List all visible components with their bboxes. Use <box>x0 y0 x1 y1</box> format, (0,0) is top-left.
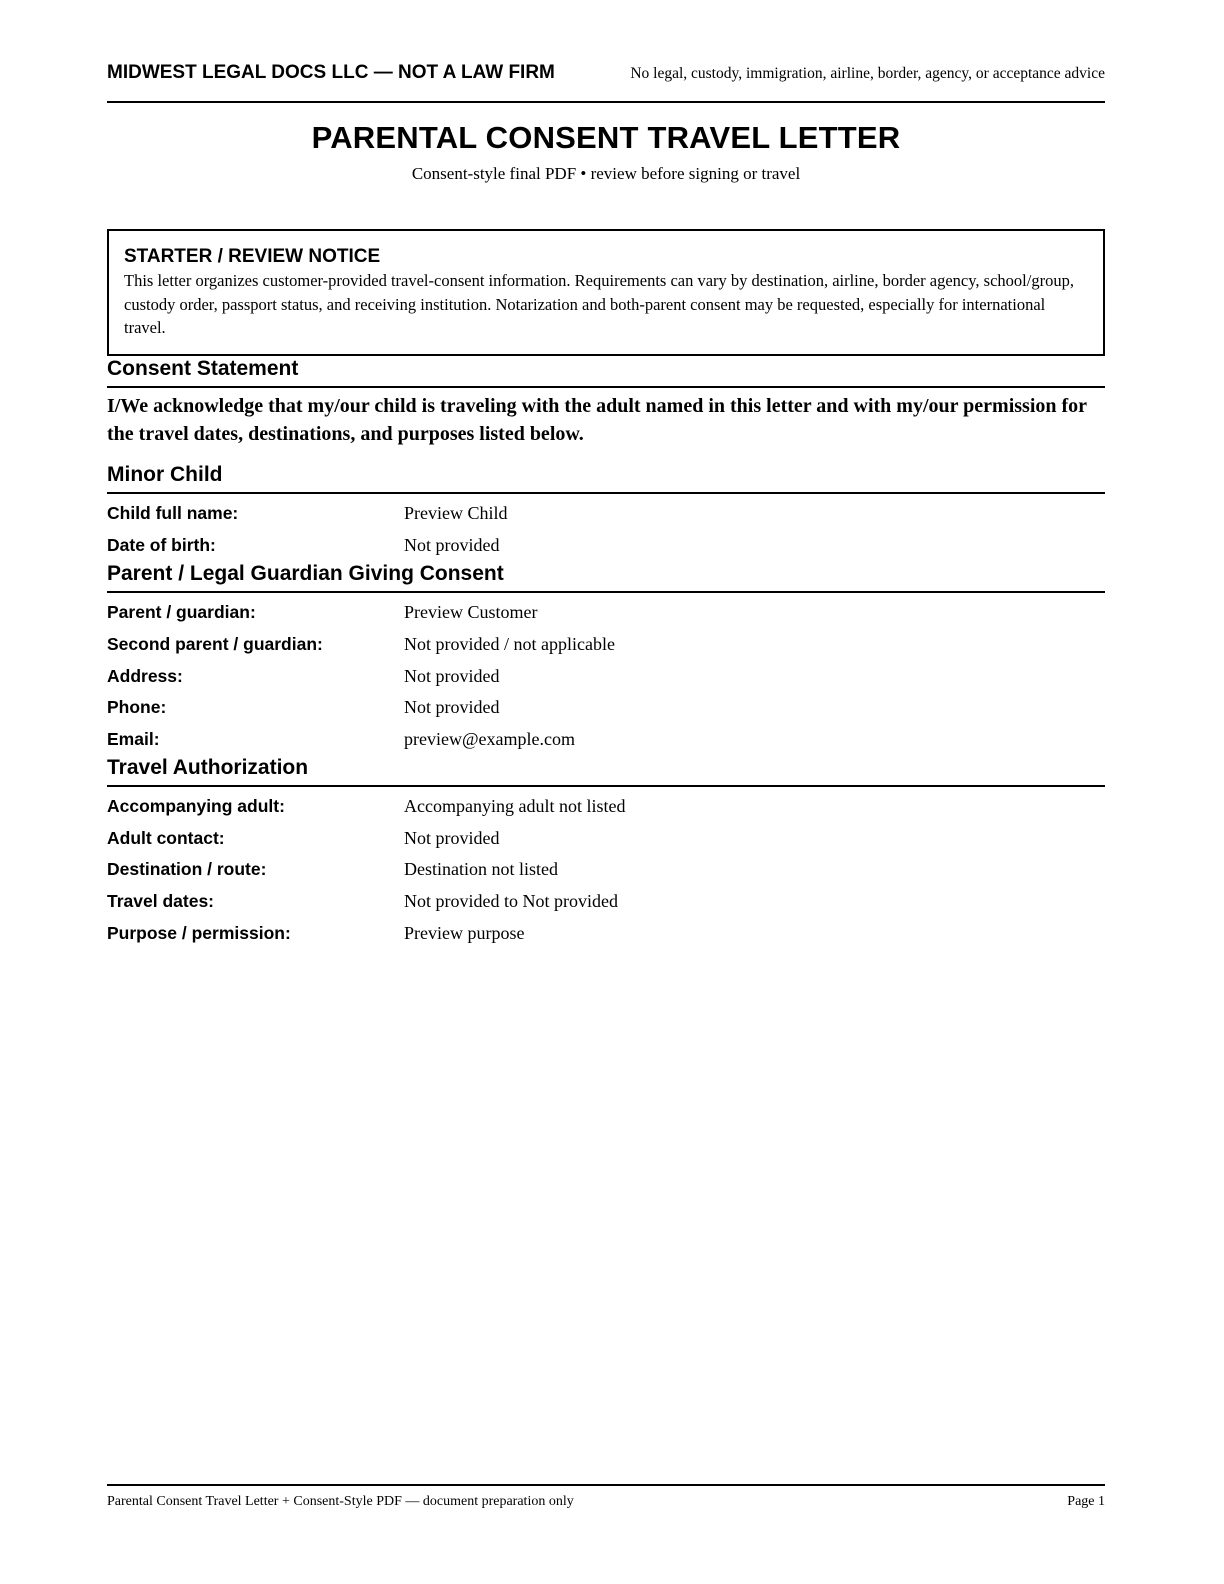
field-row-email <box>107 727 1105 751</box>
field-value: Preview purpose <box>404 923 525 943</box>
field-label: Phone: <box>107 697 167 717</box>
field-label: Date of birth: <box>107 535 216 555</box>
field-row-date-of-birth <box>107 533 1105 557</box>
field-row-destination <box>107 857 1105 881</box>
section-heading-travel-authorization: Travel Authorization <box>107 755 1105 787</box>
header-disclaimer: No legal, custody, immigration, airline, border, agency, or acceptance advice <box>630 65 1105 82</box>
header-divider <box>107 101 1105 103</box>
field-label: Destination / route: <box>107 859 267 879</box>
field-row-adult-contact <box>107 826 1105 850</box>
field-row-second-parent <box>107 632 1105 656</box>
section-heading-parent-guardian: Parent / Legal Guardian Giving Consent <box>107 561 1105 593</box>
field-label: Parent / guardian: <box>107 602 256 622</box>
field-value: Not provided <box>404 666 500 686</box>
field-value: Not provided to Not provided <box>404 891 618 911</box>
page-header <box>107 62 1105 84</box>
notice-body: This letter organizes customer-provided travel-consent information. Requirements can vary by destination, airline, border agency, school/group, custody order, passport status, and receiving institution. Notarization and both-parent consent may be requested, especially for international travel. <box>124 271 1074 337</box>
notice-title: STARTER / REVIEW NOTICE <box>124 246 381 267</box>
document-title: PARENTAL CONSENT TRAVEL LETTER <box>311 120 901 155</box>
field-label: Travel dates: <box>107 891 214 911</box>
field-label: Child full name: <box>107 503 239 523</box>
field-label: Purpose / permission: <box>107 923 291 943</box>
section-heading-consent: Consent Statement <box>107 356 1105 388</box>
consent-statement-text: I/We acknowledge that my/our child is traveling with the adult named in this letter and with my/our permission for the travel dates, destinations, and purposes listed below. <box>107 395 1087 445</box>
field-label: Adult contact: <box>107 828 225 848</box>
section-heading-minor-child: Minor Child <box>107 462 1105 494</box>
field-value: Preview Customer <box>404 602 538 622</box>
field-label: Second parent / guardian: <box>107 634 323 654</box>
field-value: Not provided <box>404 535 500 555</box>
field-row-parent-guardian <box>107 600 1105 624</box>
page-number: Page 1 <box>1067 1494 1105 1509</box>
field-value: Not provided <box>404 697 500 717</box>
field-row-phone <box>107 695 1105 719</box>
document-subtitle: Consent-style final PDF • review before signing or travel <box>411 164 801 183</box>
field-row-child-name <box>107 501 1105 525</box>
field-value: Destination not listed <box>404 859 558 879</box>
footer-divider <box>107 1484 1105 1486</box>
field-value: Accompanying adult not listed <box>404 796 626 816</box>
field-value: Not provided <box>404 828 500 848</box>
field-row-accompanying-adult <box>107 794 1105 818</box>
page-footer <box>107 1494 1105 1510</box>
field-label: Accompanying adult: <box>107 796 285 816</box>
field-row-address <box>107 664 1105 688</box>
field-value: Preview Child <box>404 503 508 523</box>
footer-text: Parental Consent Travel Letter + Consent-Style PDF — document preparation only <box>107 1494 574 1509</box>
review-notice-box <box>107 229 1105 356</box>
field-row-travel-dates <box>107 889 1105 913</box>
field-label: Email: <box>107 729 160 749</box>
field-value: preview@example.com <box>404 729 576 749</box>
field-label: Address: <box>107 666 183 686</box>
field-value: Not provided / not applicable <box>404 634 615 654</box>
field-row-purpose <box>107 921 1105 945</box>
firm-name: MIDWEST LEGAL DOCS LLC — NOT A LAW FIRM <box>107 62 555 83</box>
